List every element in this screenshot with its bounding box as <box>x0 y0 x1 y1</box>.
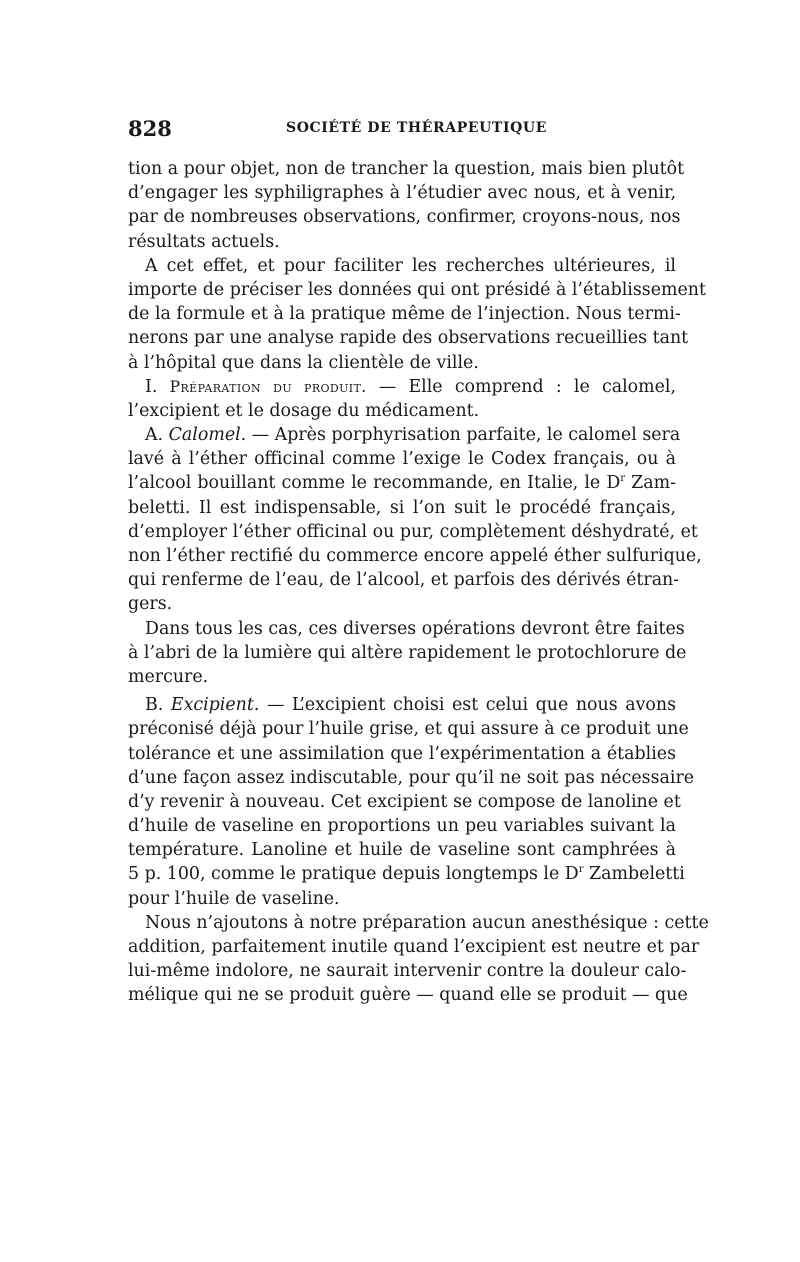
text-line: l’excipient et le dosage du médicament. <box>128 400 480 421</box>
text-line <box>128 862 685 886</box>
text-line: à l’abri de la lumière qui altère rapidement le protochlorure de <box>128 642 687 663</box>
section-title: Préparation du produit. <box>169 377 367 396</box>
text-line: Dans tous les cas, ces diverses opérations devront être faites <box>145 618 685 639</box>
text-fragment: Zam- <box>625 473 676 494</box>
text-line: mélique qui ne se produit guère — quand elle se produit — que <box>128 985 688 1006</box>
text-line: non l’éther rectifié du commerce encore appelé éther sulfurique, <box>128 546 702 566</box>
subsection-letter: A. <box>145 425 169 446</box>
subsection-text: — L’excipient choisi est celui que nous avons <box>259 695 676 716</box>
section-number: I. <box>145 376 170 397</box>
text-line: importe de préciser les données qui ont présidé à l’établissement <box>128 279 706 300</box>
text-line: mercure. <box>128 666 209 687</box>
text-line: beletti. Il est indispensable, si l’on suit le procédé français, <box>128 497 676 518</box>
text-line: par de nombreuses observations, confirmer, croyons-nous, nos <box>128 207 681 228</box>
text-fragment: l’alcool bouillant comme le recommande, en Italie, le D <box>128 473 621 494</box>
subsection-heading-line <box>128 693 676 717</box>
body-text <box>128 157 709 1008</box>
subsection-letter: B. <box>145 695 171 716</box>
text-line: lui-même indolore, ne saurait intervenir contre la douleur calo- <box>128 961 687 982</box>
subsection-heading-line <box>128 423 681 447</box>
superscript: r <box>578 864 584 876</box>
section-text: — Elle comprend : le calomel, <box>366 376 676 397</box>
text-line: préconisé déjà pour l’huile grise, et qui assure à ce produit une <box>128 719 689 740</box>
text-line: pour l’huile de vaseline. <box>128 888 340 909</box>
text-line: qui renferme de l’eau, de l’alcool, et parfois des dérivés étran- <box>128 570 680 591</box>
text-line: température. Lanoline et huile de vaseline sont camphrées à <box>128 840 676 861</box>
text-fragment: 5 p. 100, comme le pratique depuis longtemps le D <box>128 864 579 885</box>
text-line: tion a pour objet, non de trancher la question, mais bien plutôt <box>128 159 685 179</box>
running-head: SOCIÉTÉ DE THÉRAPEUTIQUE <box>286 120 547 136</box>
text-fragment: Zambeletti <box>583 864 685 885</box>
section-heading-line <box>128 375 676 399</box>
text-line: addition, parfaitement inutile quand l’excipient est neutre et par <box>128 937 700 957</box>
page-number: 828 <box>128 116 172 141</box>
text-line: d’huile de vaseline en proportions un peu variables suivant la <box>128 816 676 837</box>
text-line: d’employer l’éther officinal ou pur, complètement déshydraté, et <box>128 521 698 542</box>
text-line: lavé à l’éther officinal comme l’exige le Codex français, ou à <box>128 449 676 470</box>
text-line: tolérance et une assimilation que l’expérimentation a établies <box>128 743 676 764</box>
text-line <box>128 471 676 495</box>
text-line: d’engager les syphiligraphes à l’étudier avec nous, et à venir, <box>128 183 676 204</box>
subsection-text: — Après porphyrisation parfaite, le calomel sera <box>246 425 681 446</box>
text-line: de la formule et à la pratique même de l’injection. Nous termi- <box>128 304 681 325</box>
subsection-title: Calomel. <box>168 425 247 446</box>
text-line: résultats actuels. <box>128 231 280 252</box>
text-line: A cet effet, et pour faciliter les recherches ultérieures, il <box>145 255 676 276</box>
text-line: d’y revenir à nouveau. Cet excipient se compose de lanoline et <box>128 791 681 812</box>
text-line: Nous n’ajoutons à notre préparation aucun anesthésique : cette <box>145 912 709 933</box>
text-line: nerons par une analyse rapide des observations recueillies tant <box>128 328 689 349</box>
page-header <box>128 116 676 144</box>
text-line: à l’hôpital que dans la clientèle de ville. <box>128 352 479 373</box>
text-line: d’une façon assez indiscutable, pour qu’il ne soit pas nécessaire <box>128 767 695 788</box>
text-line: gers. <box>128 594 173 615</box>
superscript: r <box>620 473 626 485</box>
subsection-title: Excipient. <box>170 695 260 716</box>
